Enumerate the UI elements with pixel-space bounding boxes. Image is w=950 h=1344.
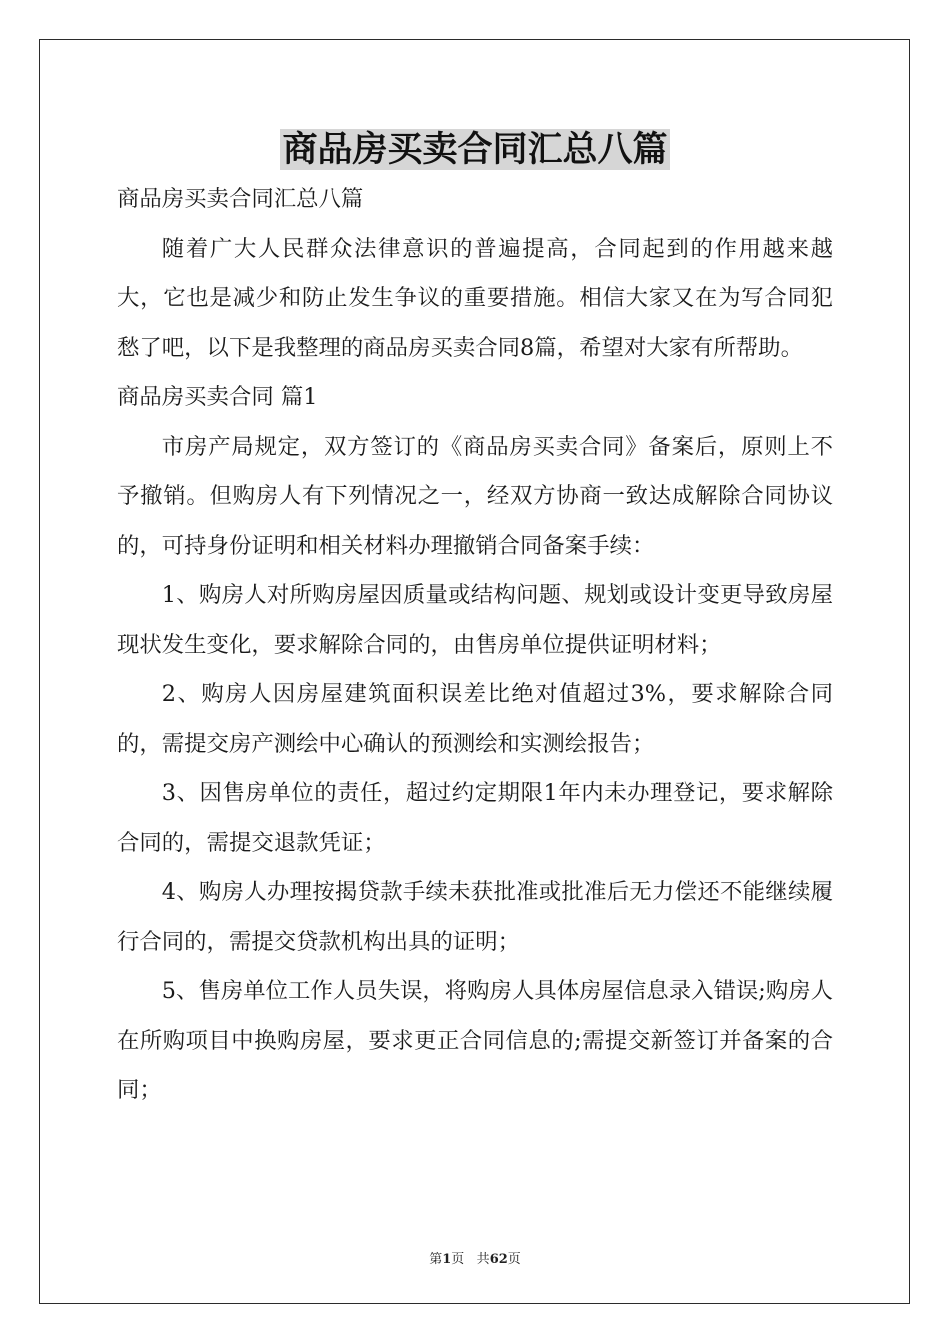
list-item: 1、购房人对所购房屋因质量或结构问题、规划或设计变更导致房屋现状发生变化，要求解除合同的，由售房单位提供证明材料； bbox=[117, 582, 833, 658]
page-prefix: 第 bbox=[429, 1252, 443, 1267]
total-prefix: 共 bbox=[476, 1252, 490, 1267]
paragraph: 市房产局规定，双方签订的《商品房买卖合同》备案后，原则上不予撤销。但购房人有下列情况之一，经双方协商一致达成解除合同协议的，可持身份证明和相关材料办理撤销合同备案手续： bbox=[117, 433, 833, 559]
total-suffix: 页 bbox=[507, 1252, 521, 1267]
list-item: 2、购房人因房屋建筑面积误差比绝对值超过3%，要求解除合同的，需提交房产测绘中心确认的预测绘和实测绘报告； bbox=[117, 681, 833, 757]
page-suffix: 页 bbox=[451, 1252, 465, 1267]
list-item: 3、因售房单位的责任，超过约定期限1年内未办理登记，要求解除合同的，需提交退款凭证； bbox=[117, 780, 833, 856]
intro-paragraph: 随着广大人民群众法律意识的普遍提高，合同起到的作用越来越大，它也是减少和防止发生争议的重要措施。相信大家又在为写合同犯愁了吧，以下是我整理的商品房买卖合同8篇，希望对大家有所帮助。 bbox=[117, 235, 833, 361]
list-item: 4、购房人办理按揭贷款手续未获批准或批准后无力偿还不能继续履行合同的，需提交贷款机构出具的证明； bbox=[117, 879, 833, 955]
document-title-text: 商品房买卖合同汇总八篇 bbox=[282, 129, 668, 170]
document-body bbox=[117, 175, 833, 1116]
document-title bbox=[0, 124, 950, 176]
page-footer bbox=[0, 1248, 950, 1267]
total-pages: 62 bbox=[489, 1252, 508, 1267]
page-number: 1 bbox=[442, 1252, 452, 1267]
section-heading: 商品房买卖合同 篇1 bbox=[117, 384, 318, 410]
subtitle: 商品房买卖合同汇总八篇 bbox=[117, 186, 364, 212]
list-item: 5、售房单位工作人员失误，将购房人具体房屋信息录入错误;购房人在所购项目中换购房屋，要求更正合同信息的;需提交新签订并备案的合同； bbox=[117, 978, 833, 1103]
